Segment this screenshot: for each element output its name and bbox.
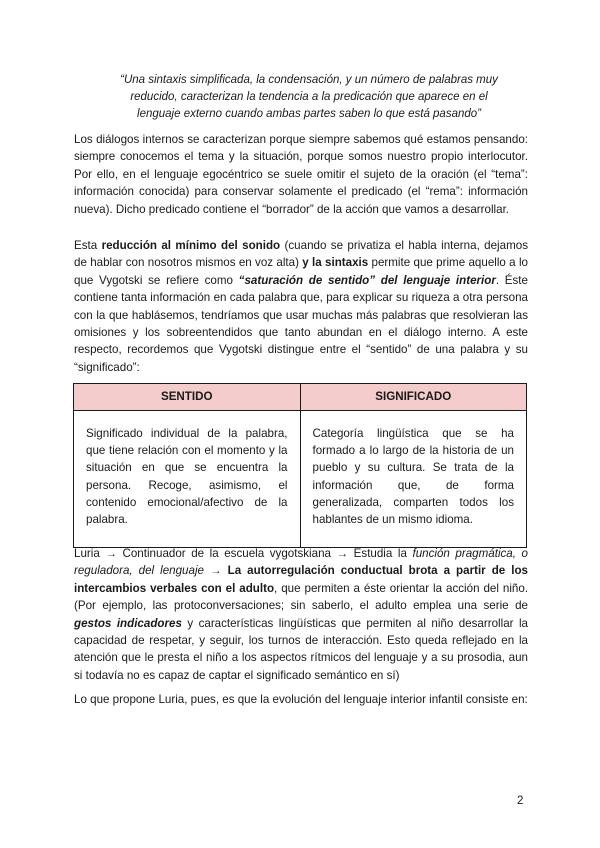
bold-italic-text: “saturación de sentido” del lenguaje interior	[238, 273, 496, 287]
cell-sentido: Significado individual de la palabra, que tiene relación con el momento y la situación en que se encuentra la persona. Recoge, asimismo, el contenido emocional/afectivo de la palabra.	[74, 411, 301, 548]
text: , que permiten a éste orientar la acción del niño. (Por ejemplo, las protoconversaciones; sin saberlo, el adulto emplea una serie de	[74, 581, 529, 613]
text: (cuando se privatiza el habla interna, dejamos de hablar con nosotros mismos en voz alta)	[74, 239, 528, 270]
table-header-row	[74, 384, 527, 411]
text: Esta	[74, 239, 102, 252]
paragraph-sound-reduction	[74, 237, 528, 376]
bold-text: y la sintaxis	[302, 256, 369, 270]
text: . Éste contiene tanta información en cada palabra que, para explicar su riqueza a otra persona con la que hablásemos, tendríamos que usar muchas más palabras que resolvieran las omisiones y los sobreentendidos que tanto abundan en el diálogo interno. A este respecto, recordemos que Vygotski distingue entre el “sentido” de una palabra y su “significado”:	[74, 273, 528, 374]
paragraph-luria	[74, 545, 528, 684]
cell-significado: Categoría lingüística que se ha formado a lo largo de la historia de un pueblo y su cultura. Se trata de la información que, de forma generalizada, comparten todos los hablantes de un mismo idioma.	[300, 411, 527, 548]
text: y características lingüísticas que permiten al niño desarrollar la capacidad de respetar, y seguir, los turnos de interacción. Esto queda reflejado en la atención que le presta el niño a los aspectos rítmicos del lenguaje y a su prosodia, aun si todavía no es capaz de captar el significado semántico en sí)	[74, 616, 528, 682]
page-number: 2	[517, 795, 524, 807]
vygotski-quote: “Una sintaxis simplificada, la condensación, y un número de palabras muy reducido, caracterizan la tendencia a la predicación que aparece en el lenguaje externo cuando ambas partes saben lo que está pasando”	[120, 74, 498, 120]
text: Luria → Continuador de la escuela vygotskiana → Estudia la	[74, 547, 413, 560]
italic-text: función pragmática, o reguladora, del lenguaje	[74, 547, 528, 578]
sentido-significado-table	[73, 383, 527, 548]
text: permite que prime aquello a lo que Vygotski se refiere como	[74, 256, 528, 287]
header-sentido: SENTIDO	[74, 384, 301, 411]
paragraph-luria-proposal: Lo que propone Luria, pues, es que la evolución del lenguaje interior infantil consiste en:	[74, 693, 528, 706]
bold-italic-text: gestos indicadores	[74, 616, 182, 630]
bold-text: La autorregulación conductual brota a partir de los intercambios verbales con el adulto	[74, 564, 528, 595]
table-row	[74, 411, 527, 548]
bold-text: reducción al mínimo del sonido	[101, 239, 281, 252]
text: →	[203, 564, 228, 578]
header-significado: SIGNIFICADO	[300, 384, 527, 411]
paragraph-internal-dialogues: Los diálogos internos se caracterizan porque siempre sabemos qué estamos pensando: siempre conocemos el tema y la situación, porque somos nuestro propio interlocutor. Por ello, en el lenguaje egocéntrico se suele omitir el sujeto de la oración (el “tema”: información conocida) para conservar solamente el predicado (el “rema”: información nueva). Dicho predicado contiene el “borrador” de la acción que vamos a desarrollar.	[74, 133, 528, 216]
